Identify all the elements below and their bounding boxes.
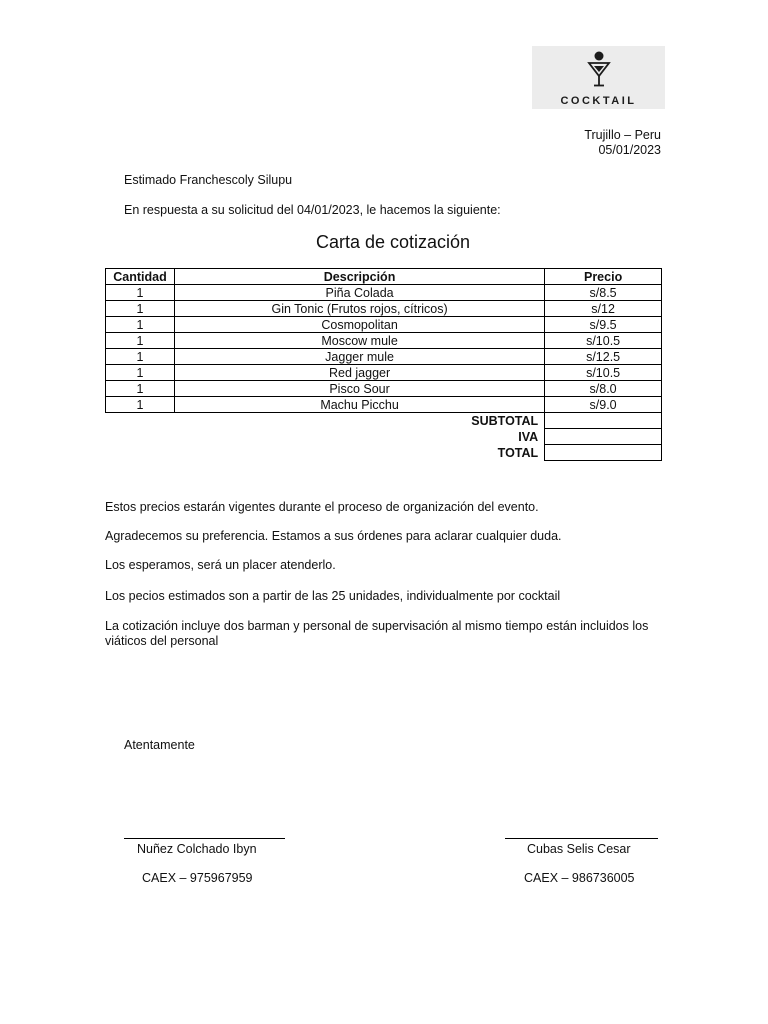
subtotal-value — [545, 413, 662, 429]
row-price: s/9.0 — [545, 397, 662, 413]
row-quantity: 1 — [106, 349, 175, 365]
greeting: Estimado Franchescoly Silupu — [124, 173, 293, 187]
subtotal-row — [106, 413, 662, 429]
row-price: s/9.5 — [545, 317, 662, 333]
intro-text: En respuesta a su solicitud del 04/01/2023, le hacemos la siguiente: — [124, 203, 501, 217]
table-row — [106, 397, 662, 413]
paragraph-welcome: Los esperamos, será un placer atenderlo. — [105, 558, 336, 572]
row-quantity: 1 — [106, 397, 175, 413]
row-description: Pisco Sour — [174, 381, 544, 397]
header-price: Precio — [545, 269, 662, 285]
subtotal-label: SUBTOTAL — [471, 413, 539, 428]
row-price: s/12.5 — [545, 349, 662, 365]
row-price: s/8.0 — [545, 381, 662, 397]
document-title: Carta de cotización — [315, 232, 471, 252]
signature-name-right: Cubas Selis Cesar — [527, 842, 631, 856]
signature-id-right: CAEX – 986736005 — [524, 871, 635, 885]
paragraph-includes: La cotización incluye dos barman y personal de supervisación al mismo tiempo están incluidos los viáticos del personal — [105, 619, 649, 648]
quotation-table — [105, 268, 662, 461]
row-description: Jagger mule — [174, 349, 544, 365]
row-quantity: 1 — [106, 381, 175, 397]
row-price: s/10.5 — [545, 333, 662, 349]
total-row — [106, 445, 662, 461]
row-quantity: 1 — [106, 301, 175, 317]
paragraph-estimates: Los pecios estimados son a partir de las 25 unidades, individualmente por cocktail — [105, 589, 561, 603]
signature-name-left: Nuñez Colchado Ibyn — [137, 842, 257, 856]
row-quantity: 1 — [106, 365, 175, 381]
row-quantity: 1 — [106, 333, 175, 349]
header-quantity: Cantidad — [106, 269, 175, 285]
closing: Atentamente — [124, 738, 195, 752]
company-logo — [532, 46, 665, 109]
table-row — [106, 317, 662, 333]
header-location: Trujillo – Peru — [584, 128, 661, 142]
iva-label: IVA — [518, 429, 539, 444]
header-description: Descripción — [174, 269, 544, 285]
row-description: Gin Tonic (Frutos rojos, cítricos) — [174, 301, 544, 317]
iva-value — [545, 429, 662, 445]
row-description: Piña Colada — [174, 285, 544, 301]
total-value — [545, 445, 662, 461]
total-label: TOTAL — [497, 445, 539, 460]
cocktail-glass-icon — [584, 51, 614, 95]
table-row — [106, 333, 662, 349]
table-header-row — [106, 269, 662, 285]
table-row — [106, 365, 662, 381]
row-price: s/10.5 — [545, 365, 662, 381]
signature-line-left — [124, 838, 285, 839]
table-row — [106, 381, 662, 397]
row-quantity: 1 — [106, 285, 175, 301]
row-description: Machu Picchu — [174, 397, 544, 413]
row-quantity: 1 — [106, 317, 175, 333]
row-price: s/12 — [545, 301, 662, 317]
row-description: Red jagger — [174, 365, 544, 381]
table-row — [106, 349, 662, 365]
logo-text: COCKTAIL — [560, 95, 637, 107]
paragraph-validity: Estos precios estarán vigentes durante el proceso de organización del evento. — [105, 500, 539, 514]
header-date: 05/01/2023 — [598, 143, 661, 157]
table-row — [106, 301, 662, 317]
row-price: s/8.5 — [545, 285, 662, 301]
iva-row — [106, 429, 662, 445]
signature-line-right — [505, 838, 658, 839]
signature-id-left: CAEX – 975967959 — [142, 871, 253, 885]
row-description: Cosmopolitan — [174, 317, 544, 333]
paragraph-thanks: Agradecemos su preferencia. Estamos a sus órdenes para aclarar cualquier duda. — [105, 529, 562, 543]
row-description: Moscow mule — [174, 333, 544, 349]
table-row — [106, 285, 662, 301]
